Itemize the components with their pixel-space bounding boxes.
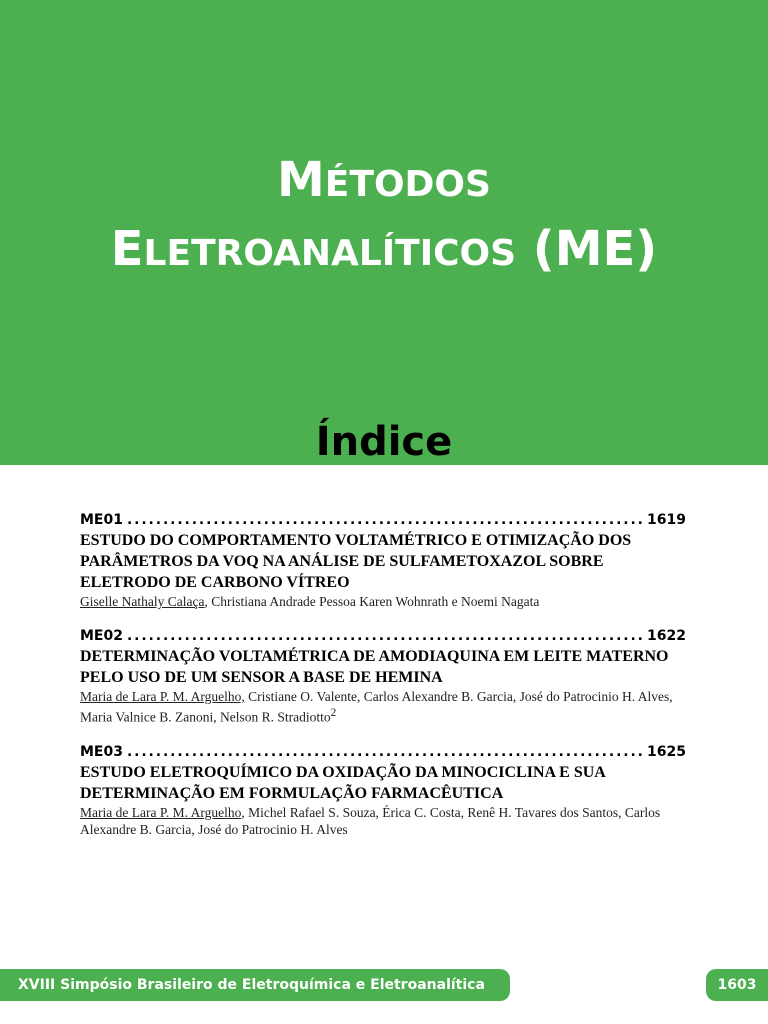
entry-code: ME02 <box>80 628 123 644</box>
entry-heading <box>80 626 686 646</box>
coauthors: Cristiane O. Valente, Carlos Alexandre B. Garcia, José do Patrocinio H. Alves, Maria Valnice B. Zanoni, Nelson R. Stradiotto <box>80 689 673 725</box>
entry-authors <box>80 688 686 726</box>
entry-code: ME01 <box>80 512 123 528</box>
dot-leader <box>127 626 643 646</box>
entry-page-number[interactable]: 1619 <box>647 512 686 528</box>
section-title-line1: MÉTODOS <box>277 152 491 208</box>
section-title <box>0 148 768 286</box>
index-entry-me03[interactable] <box>80 742 686 838</box>
entry-page-number[interactable]: 1622 <box>647 628 686 644</box>
entry-authors <box>80 804 686 838</box>
section-header-band <box>0 0 768 465</box>
presenting-author: Maria de Lara P. M. Arguelho, <box>80 689 245 704</box>
footer-page-number: 1603 <box>717 977 757 993</box>
dot-leader <box>127 510 643 530</box>
footer-page-box <box>706 969 768 1001</box>
index-entry-me02[interactable] <box>80 626 686 726</box>
affiliation-superscript: 2 <box>330 707 337 719</box>
footer-event-name: XVIII Simpósio Brasileiro de Eletroquímica e Eletroanalítica <box>18 977 485 993</box>
footer-event-bar <box>0 969 510 1001</box>
entry-title: ESTUDO ELETROQUÍMICO DA OXIDAÇÃO DA MINOCICLINA E SUA DETERMINAÇÃO EM FORMULAÇÃO FARMACÊUTICA <box>80 763 605 802</box>
dot-leader <box>127 742 643 762</box>
section-title-line2: ELETROANALÍTICOS (ME) <box>110 221 658 277</box>
coauthors: Michel Rafael S. Souza, Érica C. Costa, Renê H. Tavares dos Santos, Carlos Alexandre B. Garcia, José do Patrocinio H. Alves <box>80 804 661 837</box>
coauthors: , Christiana Andrade Pessoa Karen Wohnrath e Noemi Nagata <box>204 594 540 609</box>
index-entry-me01[interactable] <box>80 510 686 610</box>
index-entries <box>80 510 686 854</box>
index-heading: Índice <box>315 419 453 465</box>
entry-heading <box>80 510 686 530</box>
entry-title: ESTUDO DO COMPORTAMENTO VOLTAMÉTRICO E OTIMIZAÇÃO DOS PARÂMETROS DA VOQ NA ANÁLISE DE SULFAMETOXAZOL SOBRE ELETRODO DE CARBONO VÍTREO <box>80 532 632 591</box>
entry-authors <box>80 593 686 610</box>
entry-title: DETERMINAÇÃO VOLTAMÉTRICA DE AMODIAQUINA EM LEITE MATERNO PELO USO DE UM SENSOR A BASE DE HEMINA <box>80 648 669 686</box>
entry-code: ME03 <box>80 743 123 760</box>
entry-page-number[interactable]: 1625 <box>647 743 686 760</box>
presenting-author: Maria de Lara P. M. Arguelho, <box>80 804 245 820</box>
presenting-author: Giselle Nathaly Calaça <box>80 594 205 609</box>
entry-heading <box>80 742 686 762</box>
